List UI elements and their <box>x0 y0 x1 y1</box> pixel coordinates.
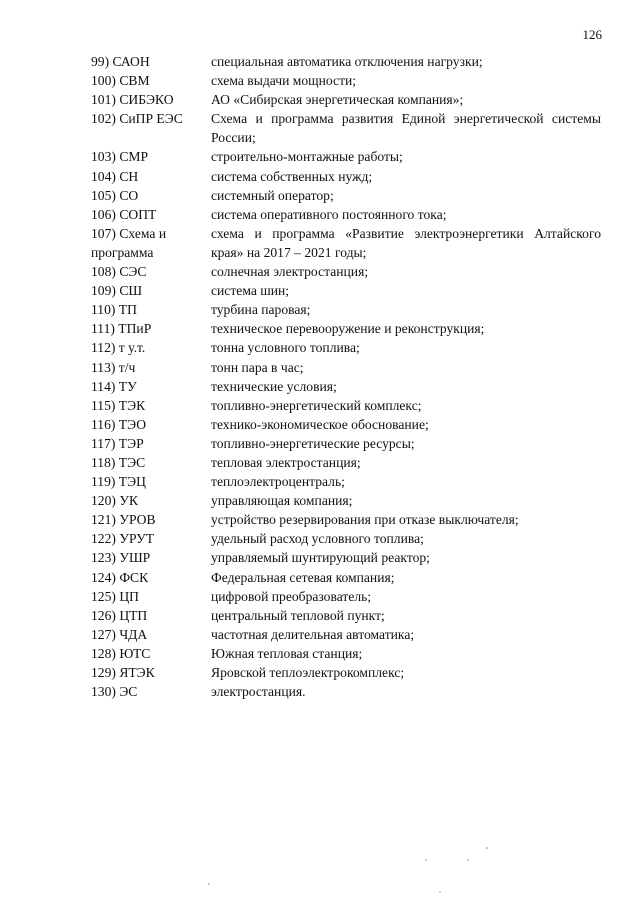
abbreviation: 110) ТП <box>91 302 137 318</box>
abbreviation: 115) ТЭК <box>91 397 146 413</box>
abbreviation: 114) ТУ <box>91 378 137 394</box>
definition: система оперативного постоянного тока; <box>211 206 447 222</box>
definition: тонн пара в час; <box>211 359 304 375</box>
speck <box>486 847 488 849</box>
abbreviation: 108) СЭС <box>91 264 147 280</box>
definition: частотная делительная автоматика; <box>211 626 415 642</box>
definition: турбина паровая; <box>211 302 311 318</box>
abbreviation: 106) СОПТ <box>91 206 157 222</box>
definition: Южная тепловая станция; <box>211 645 363 661</box>
speck <box>208 883 209 884</box>
definition: технико-экономическое обоснование; <box>211 416 429 432</box>
abbreviation: 103) СМР <box>91 149 149 165</box>
definition: Федеральная сетевая компания; <box>211 569 395 585</box>
definition: системный оператор; <box>211 187 334 203</box>
abbreviation: 127) ЧДА <box>91 626 148 642</box>
abbreviation: 126) ЦТП <box>91 607 148 623</box>
abbreviation: 120) УК <box>91 493 139 509</box>
definition: тонна условного топлива; <box>211 340 360 356</box>
abbreviation: 112) т у.т. <box>91 340 146 356</box>
abbreviation: 123) УШР <box>91 550 151 566</box>
definition: электростанция. <box>211 684 306 700</box>
definition: солнечная электростанция; <box>211 264 369 280</box>
abbreviation: 104) СН <box>91 168 139 184</box>
abbreviation: 130) ЭС <box>91 684 138 700</box>
definition: Яровской теплоэлектрокомплекс; <box>211 665 405 680</box>
definition: управляемый шунтирующий реактор; <box>211 550 430 566</box>
speck <box>467 859 468 860</box>
definition: центральный тепловой пункт; <box>211 607 385 623</box>
abbreviation: 125) ЦП <box>91 588 139 604</box>
definition: тепловая электростанция; <box>211 454 361 470</box>
definition: специальная автоматика отключения нагрузки; <box>211 54 483 69</box>
abbreviation: 124) ФСК <box>91 569 149 585</box>
definition: теплоэлектроцентраль; <box>211 474 345 490</box>
speck <box>425 859 426 860</box>
abbreviation: 117) ТЭР <box>91 435 144 451</box>
abbreviation: 100) СВМ <box>91 73 150 89</box>
abbreviation: 101) СИБЭКО <box>91 92 174 108</box>
abbreviation: 113) т/ч <box>91 359 136 375</box>
definition: система собственных нужд; <box>211 168 373 184</box>
abbreviation: 128) ЮТС <box>91 645 151 661</box>
abbreviation: 111) ТПиР <box>91 321 152 337</box>
definition: технические условия; <box>211 378 337 394</box>
abbreviation: 105) СО <box>91 187 139 203</box>
abbreviation: 116) ТЭО <box>91 416 147 432</box>
definition: управляющая компания; <box>211 493 353 509</box>
definition: схема и программа «Развитие электроэнергетики Алтайского края» на 2017 – 2021 годы; <box>211 225 601 260</box>
definition: техническое перевооружение и реконструкция; <box>211 321 485 337</box>
page-number: 126 <box>582 27 602 42</box>
abbreviation: 109) СШ <box>91 283 143 299</box>
definition: удельный расход условного топлива; <box>211 531 424 547</box>
abbreviation: 122) УРУТ <box>91 531 155 547</box>
abbreviation: 129) ЯТЭК <box>91 665 155 680</box>
abbreviation: 119) ТЭЦ <box>91 474 146 490</box>
definition: устройство резервирования при отказе выключателя; <box>211 512 519 528</box>
abbreviation: 107) Схема и программа <box>91 225 167 260</box>
definition: цифровой преобразователь; <box>211 588 372 604</box>
abbreviation: 118) ТЭС <box>91 454 146 470</box>
abbreviation: 102) СиПР ЕЭС <box>91 111 183 127</box>
definition: строительно-монтажные работы; <box>211 149 403 165</box>
speck <box>439 891 440 892</box>
definition: схема выдачи мощности; <box>211 73 357 89</box>
definition: топливно-энергетические ресурсы; <box>211 435 415 451</box>
definition: система шин; <box>211 283 290 299</box>
definition: топливно-энергетический комплекс; <box>211 397 422 413</box>
definition: АО «Сибирская энергетическая компания»; <box>211 92 464 108</box>
definition: Схема и программа развития Единой энергетической системы России; <box>211 111 601 146</box>
abbreviation: 99) САОН <box>91 54 150 69</box>
abbreviation: 121) УРОВ <box>91 512 156 528</box>
